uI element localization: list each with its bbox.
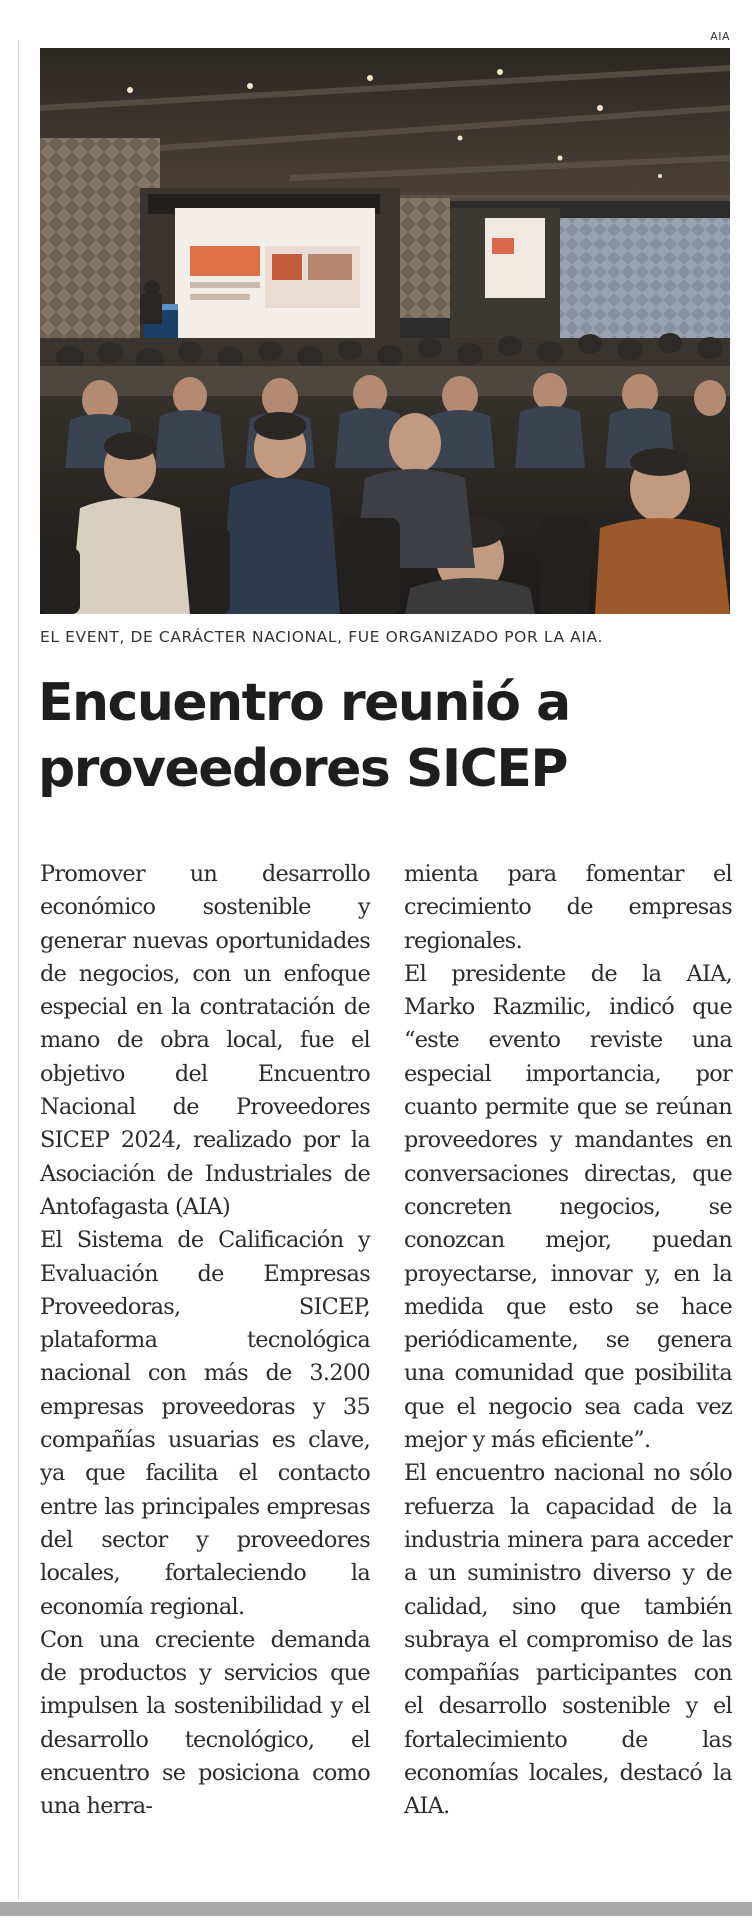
article-column-right — [404, 858, 732, 1824]
paragraph: Promover un desarrollo económico sostenible y generar nuevas oportunidades de negocios, con un enfoque especial en la contratación de mano de obra local, fue el objetivo del Encuentro Nacional de Proveedores SICEP 2024, realizado por la Asociación de Industriales de Antofagasta (AIA) — [40, 861, 370, 1220]
section-tag: AIA — [710, 30, 730, 43]
photo-caption: EL EVENT, DE CARÁCTER NACIONAL, FUE ORGANIZADO POR LA AIA. — [40, 628, 604, 646]
paragraph: El encuentro nacional no sólo refuerza la capacidad de la industria minera para acceder a un suministro diverso y de calidad, sino que también subraya el compromiso de las compañías participantes con el desarrollo sostenible y el fortalecimiento de las economías locales, destacó la AIA. — [404, 1460, 732, 1820]
paragraph: mienta para fomentar el crecimiento de empresas regionales. — [404, 861, 732, 954]
headline-line-2: proveedores SICEP — [38, 739, 568, 799]
headline-line-1: Encuentro reunió a — [38, 673, 570, 733]
conference-photo — [40, 48, 730, 614]
paragraph: El Sistema de Calificación y Evaluación de Empresas Proveedoras, SICEP, plataforma tecnológica nacional con más de 3.200 empresas proveedoras y 35 compañías usuarias es clave, ya que facilita el contacto entre las principales empresas del sector y proveedores locales, fortaleciendo la economía regional. — [40, 1227, 370, 1620]
article-column-left — [40, 858, 370, 1824]
headline — [38, 670, 738, 802]
paragraph: Con una creciente demanda de productos y servicios que impulsen la sostenibilidad y el desarrollo tecnológico, el encuentro se posiciona como una herra- — [40, 1626, 370, 1820]
column-divider — [18, 40, 19, 1900]
page-footer-bar — [0, 1902, 752, 1916]
paragraph: El presidente de la AIA, Marko Razmilic, indicó que “este evento reviste una especial importancia, por cuanto permite que se reúnan proveedores y mandantes en conversaciones directas, que concreten negocios, se conozcan mejor, puedan proyectarse, innovar y, en la medida que esto se hace periódicamente, se genera una comunidad que posibilita que el negocio sea cada vez mejor y más eficiente”. — [404, 960, 732, 1454]
